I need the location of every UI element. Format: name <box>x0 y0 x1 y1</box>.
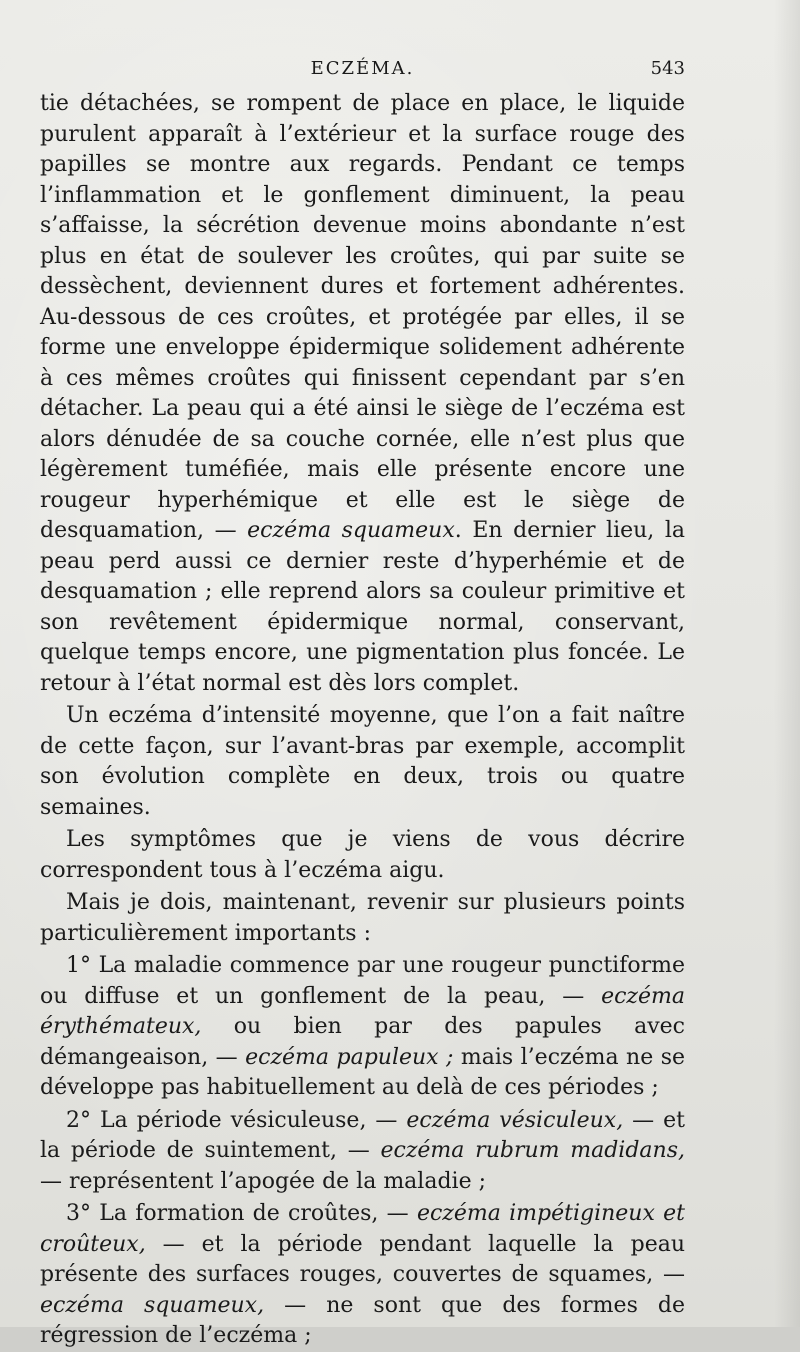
running-title: ECZÉMA. <box>310 58 415 79</box>
text-run: Mais je dois, maintenant, revenir sur plusieurs points particulièrement importants : <box>40 890 685 946</box>
text-run: 3° La formation de croûtes, — <box>66 1201 417 1226</box>
paragraph <box>40 888 685 949</box>
text-run: 2° La période vésiculeuse, — <box>66 1107 407 1133</box>
text-run: mais l’eczéma ne se développe pas habituellement au delà de ces périodes ; <box>40 1044 685 1100</box>
text-run: Un eczéma d’intensité moyenne, que l’on a fait naître de cette façon, sur l’avant-bras par exemple, accomplit son évolution complète en deux, trois ou quatre semaines. <box>40 703 685 820</box>
running-head <box>40 58 685 82</box>
text-run: — représentent l’apogée de la maladie ; <box>40 1168 486 1194</box>
italic-term: eczéma squameux, <box>40 1292 265 1318</box>
text-run: — ne sont que des formes de régression de l’eczéma ; <box>40 1292 686 1348</box>
italic-term: eczéma rubrum madidans, <box>380 1138 685 1163</box>
paragraph <box>40 701 685 823</box>
text-run: 1° La maladie commence par une rougeur punctiforme ou diffuse et un gonflement de la peau, — <box>40 953 685 1009</box>
italic-term: eczéma squameux <box>247 518 455 543</box>
text-run: — et la période pendant laquelle la peau présente des surfaces rouges, couvertes de squames, — <box>40 1231 685 1287</box>
paragraph <box>40 825 685 886</box>
page-number: 543 <box>650 58 685 79</box>
text-run: ou bien par des papules avec démangeaison, — <box>40 1014 685 1070</box>
paragraph <box>40 1199 685 1352</box>
paragraph <box>40 951 685 1104</box>
text-run: tie détachées, se rompent de place en place, le liquide purulent apparaît à l’extérieur et la surface rouge des papilles se montre aux regards. Pendant ce temps l’inflammation et le gonflement diminuent, la peau s’affaisse, la sécrétion devenue moins abondante n’est plus en état de soulever les croûtes, qui par suite se dessèchent, deviennent dures et fortement adhérentes. Au-dessous de ces croûtes, et protégée par elles, il se forme une enveloppe épidermique solidement adhérente à ces mêmes croûtes qui finissent cependant par s’en détacher. La peau qui a été ainsi le siège de l’eczéma est alors dénudée de sa couche cornée, elle n’est plus que légèrement tuméfiée, mais elle présente encore une rougeur hyperhémique et elle est le siège de desquamation, — <box>40 91 685 543</box>
italic-term: eczéma impétigineux et croûteux, <box>40 1201 685 1257</box>
italic-term: eczéma érythémateux, <box>40 983 685 1039</box>
text-run: Les symptômes que je viens de vous décrire correspondent tous à l’eczéma aigu. <box>40 827 685 883</box>
text-run: . En dernier lieu, la peau perd aussi ce dernier reste d’hyperhémie et de desquamation ; elle reprend alors sa couleur primitive et son revêtement épidermique normal, conservant, quelque temps encore, une pigmentation plus foncée. Le retour à l’état normal est dès lors complet. <box>40 518 685 696</box>
paragraph <box>40 1106 685 1198</box>
paragraph <box>40 89 685 699</box>
italic-term: eczéma vésiculeux, <box>406 1107 624 1133</box>
text-run: — et la période de suintement, — <box>40 1107 685 1163</box>
italic-term: eczéma papuleux ; <box>245 1044 454 1070</box>
body-text <box>40 89 685 1352</box>
